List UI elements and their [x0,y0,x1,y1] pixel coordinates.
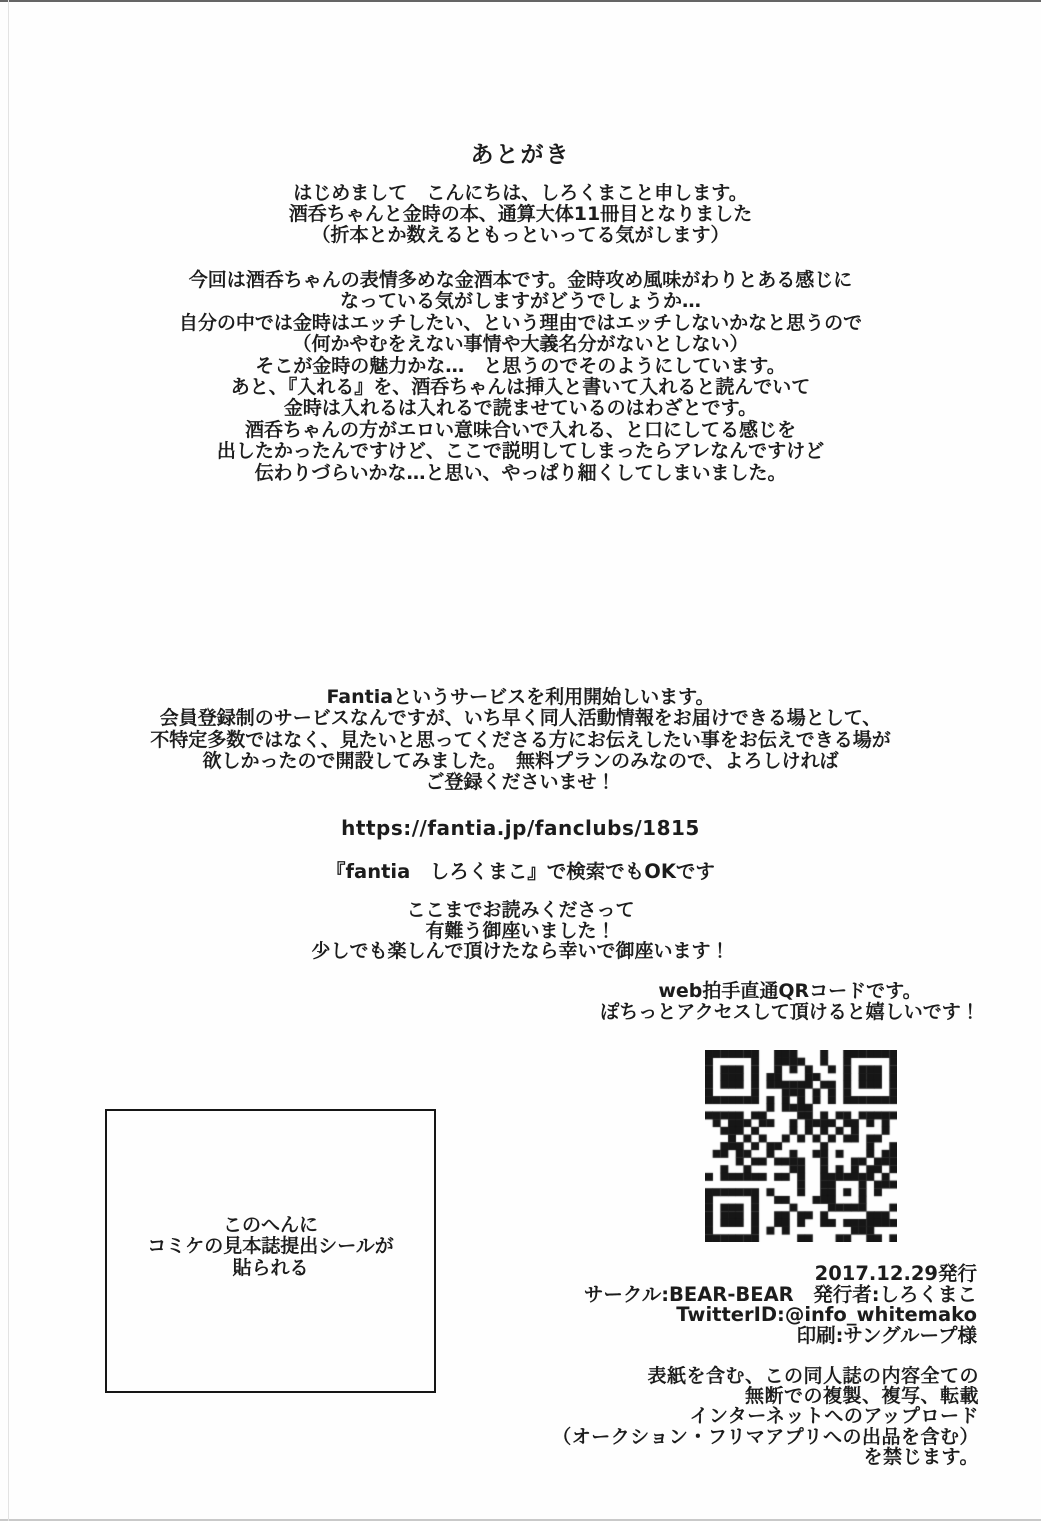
text-line: あと、『入れる』を、酒呑ちゃんは挿入と書いて入れると読んでいて [230,376,811,399]
text-line: はじめまして こんにちは、しろくまこと申します。 [293,182,748,204]
text-line: ぽちっとアクセスして頂けると嬉しいです！ [600,1001,980,1023]
twitter-id: TwitterID:@info_whitemako [676,1303,977,1327]
text-line: （何かやむをえない事情や大義名分がないとしない） [292,333,749,356]
text-line: 会員登録制のサービスなんですが、いち早く同人活動情報をお届けできる場として、 [159,707,882,730]
circle-and-author: サークル:BEAR-BEAR 発行者:しろくまこ [583,1282,977,1306]
text-line: 出したかったんですけど、ここで説明してしまったらアレなんですけど [216,440,825,463]
qr-code-image [705,1050,897,1242]
text-line: Fantiaというサービスを利用開始しいます。 [326,686,715,708]
text-line: 酒呑ちゃんと金時の本、通算大体11冊目となりました [288,203,753,225]
text-line: 自分の中では金時はエッチしたい、という理由ではエッチしないかなと思うので [178,311,863,334]
fantia-announcement [0,687,1041,793]
text-line: 無断での複製、複写、転載 [744,1385,979,1408]
text-line: 伝わりづらいかな…と思い、やっぱり細くしてしまいました。 [254,461,787,484]
text-line: コミケの見本誌提出シールが [147,1235,394,1258]
text-line: 欲しかったので開設してみました。 無料プランのみなので、よろしければ [202,749,839,772]
text-line: 今回は酒呑ちゃんの表情多めな金酒本です。金時攻め風味がわりとある感じに [188,269,853,291]
intro-paragraph [0,183,1041,246]
text-line: なっている気がしますがどうでしょうか… [339,290,701,313]
publication-date: 2017.12.29発行 [814,1262,977,1285]
printer-name: 印刷:サングループ様 [796,1323,977,1347]
thanks-paragraph [0,900,1041,962]
text-line: 少しでも楽しんで頂けたなら幸いで御座います！ [311,940,730,962]
text-line: インターネットへのアップロード [689,1405,979,1428]
qr-note [590,981,990,1023]
text-line: 表紙を含む、この同人誌の内容全ての [647,1365,979,1387]
scan-edge-top [0,0,1041,2]
sample-seal-note [147,1215,394,1280]
text-line: web拍手直通QRコードです。 [658,980,922,1002]
text-line: そこが金時の魅力かな… と思うのでそのようにしています。 [255,354,786,377]
body-paragraph [0,270,1041,484]
text-line: ご登録くださいませ！ [425,771,616,794]
page-title: あとがき [470,142,571,168]
qr-code-block [705,1050,897,1242]
text-line: を禁じます。 [863,1445,979,1468]
text-line: （オークション・フリマアプリへの出品を含む） [552,1425,979,1448]
text-line: 有難う御座いました！ [425,919,616,942]
fantia-search-hint: 『fantia しろくまこ』で検索でもOKです [326,860,715,883]
publication-info [584,1264,977,1346]
fantia-url: https://fantia.jp/fanclubs/1815 [341,816,700,840]
text-line: ここまでお読みくださって [406,899,635,921]
sample-seal-box [105,1109,436,1393]
text-line: 不特定多数ではなく、見たいと思ってくださる方にお伝えしたい事をお伝えできる場が [150,728,891,751]
text-line: このへんに [222,1213,318,1236]
text-line: （折本とか数えるともっといってる気がします） [311,224,730,246]
text-line: 貼られる [232,1256,309,1279]
copyright-notice [552,1366,979,1467]
text-line: 酒呑ちゃんの方がエロい意味合いで入れる、と口にしてる感じを [244,418,796,441]
text-line: 金時は入れるは入れるで読ませているのはわざとです。 [283,397,758,420]
